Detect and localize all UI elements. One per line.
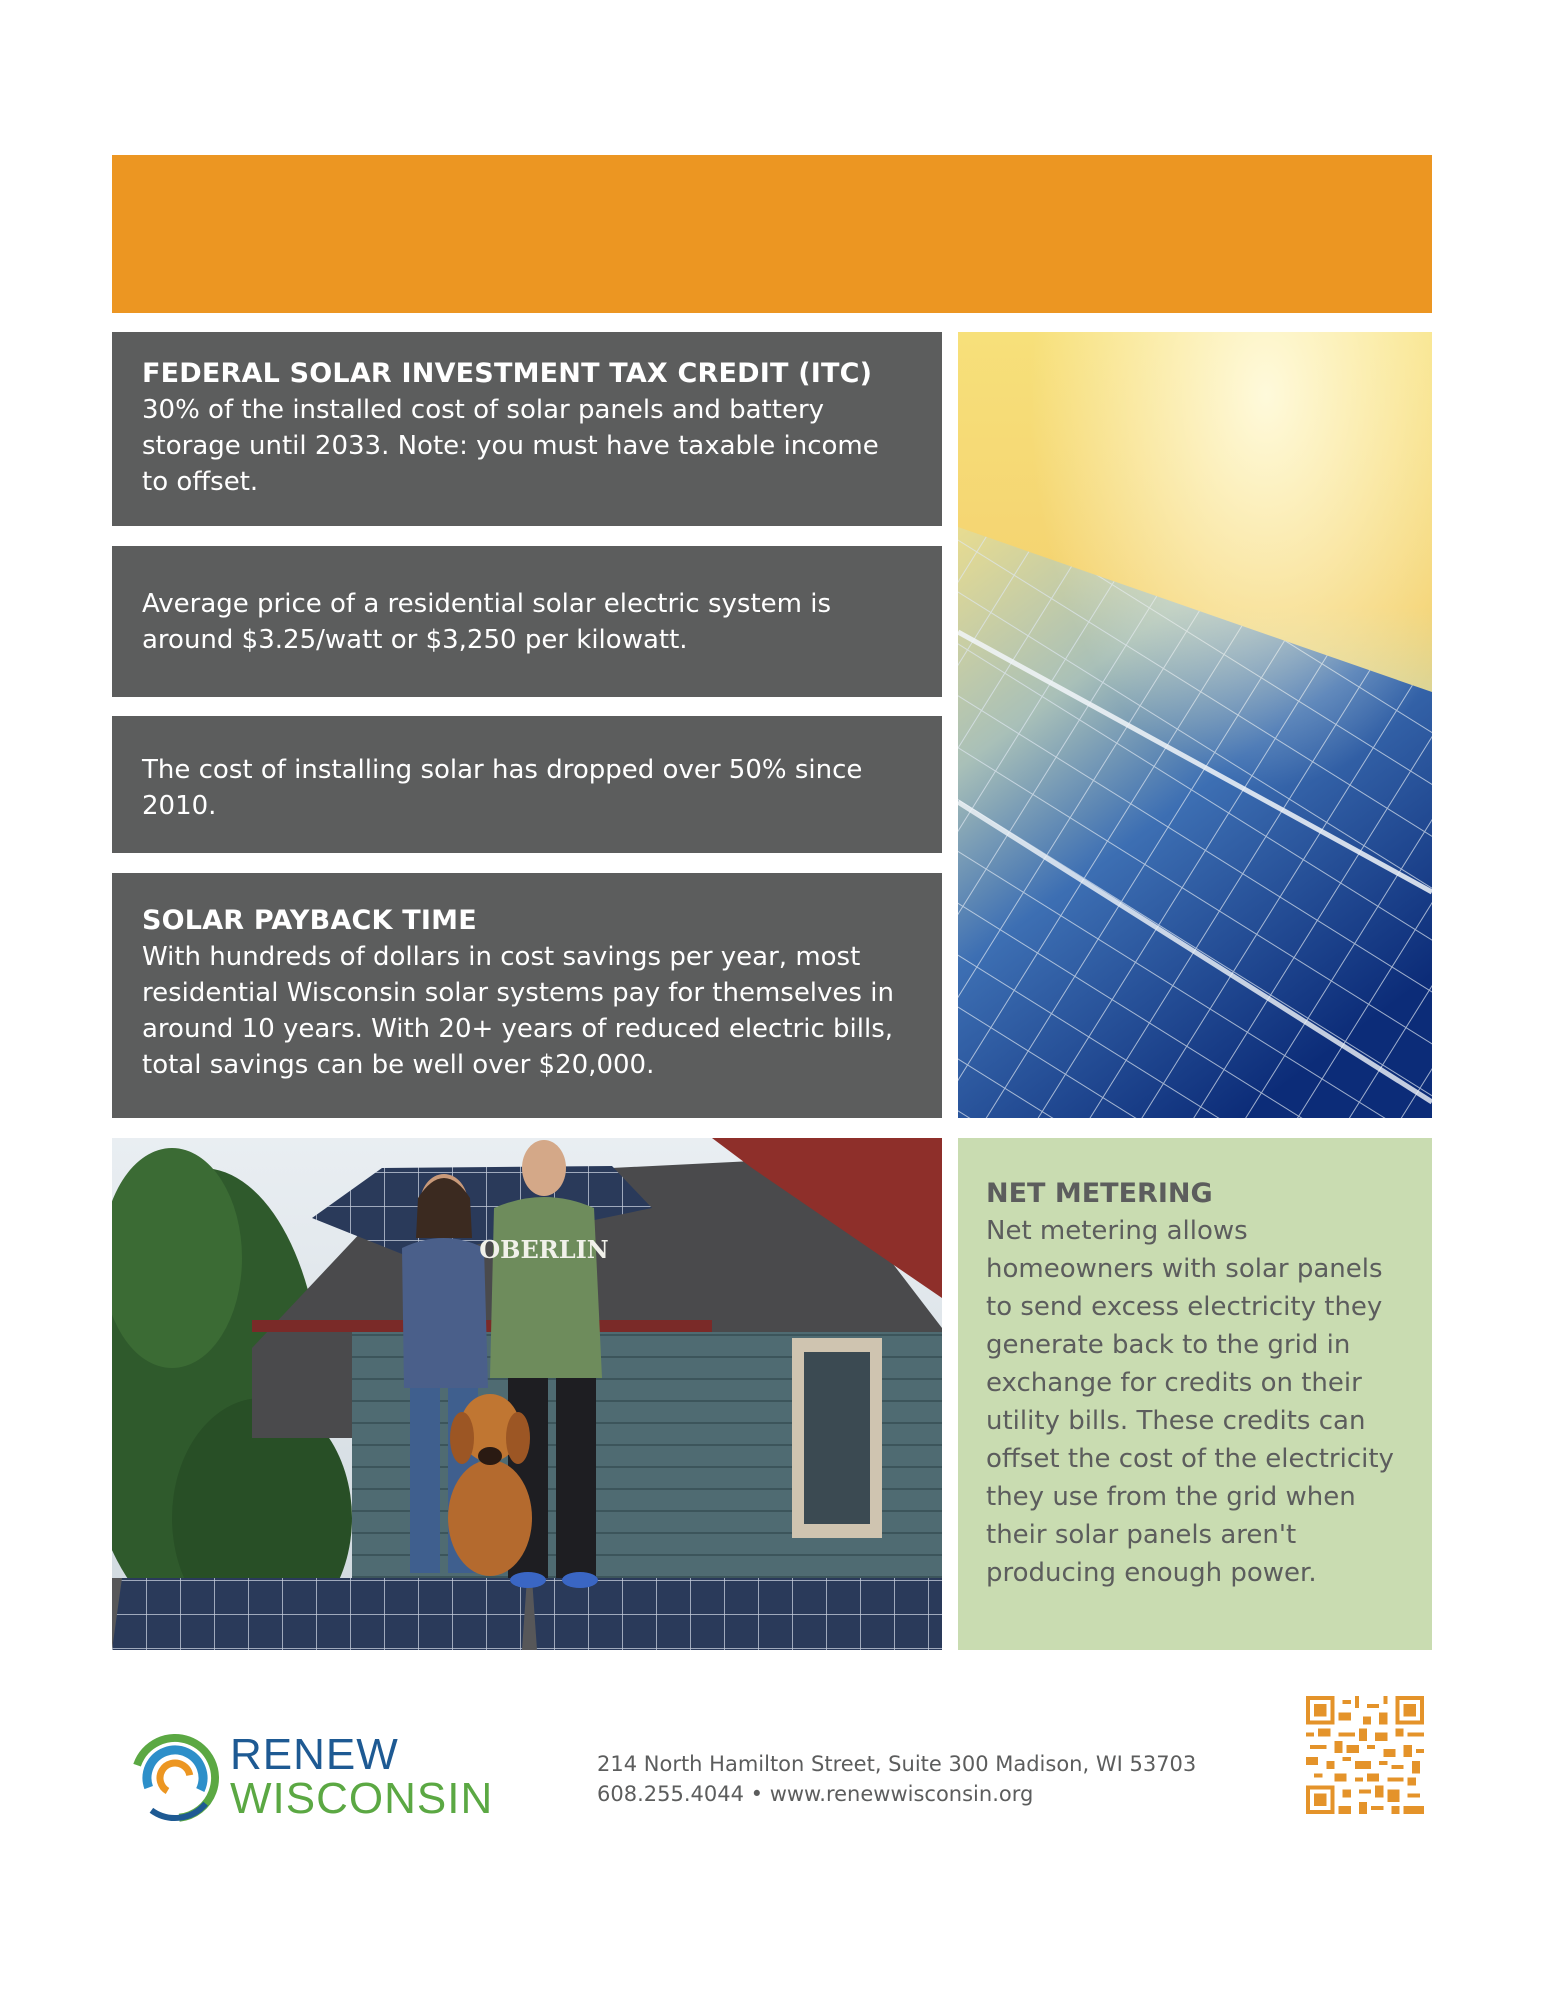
itc-box: [112, 332, 942, 526]
logo-text-renew: RENEW: [230, 1730, 399, 1779]
family-solar-roof-photo: [112, 1138, 942, 1650]
itc-heading: FEDERAL SOLAR INVESTMENT TAX CREDIT (ITC): [142, 358, 873, 389]
solar-panels-photo: [958, 332, 1432, 1118]
header-banner: [112, 155, 1432, 313]
qr-code[interactable]: [1306, 1696, 1424, 1814]
net-metering-body: Net metering allows homeowners with solar panels to send excess electricity they generate back to the grid in exchange for credits on their utility bills. These credits can offset the cost of the electricity they use from the grid when their solar panels aren't producing enough power.: [986, 1216, 1394, 1588]
footer-address: 214 North Hamilton Street, Suite 300 Madison, WI 53703: [597, 1752, 1197, 1776]
net-metering-box: [958, 1138, 1432, 1650]
itc-body: 30% of the installed cost of solar panels and battery storage until 2033. Note: you must have taxable income to offset.: [142, 395, 879, 497]
logo-text-wisconsin: WISCONSIN: [230, 1774, 494, 1823]
price-box: [112, 546, 942, 697]
cost-drop-body: The cost of installing solar has dropped over 50% since 2010.: [142, 755, 863, 821]
footer-contact: 608.255.4044 • www.renewwisconsin.org: [597, 1782, 1034, 1806]
payback-heading: SOLAR PAYBACK TIME: [142, 905, 477, 936]
logo-swirl-icon: [130, 1733, 220, 1823]
renew-wisconsin-logo: [130, 1730, 500, 1823]
oberlin-shirt-text: OBERLIN: [479, 1235, 609, 1264]
payback-body: With hundreds of dollars in cost savings per year, most residential Wisconsin solar systems pay for themselves in around 10 years. With 20+ years of reduced electric bills, total savings can be well over $20,000.: [142, 942, 894, 1080]
payback-box: [112, 873, 942, 1118]
footer-address-block: [597, 1749, 1196, 1809]
price-body: Average price of a residential solar electric system is around $3.25/watt or $3,250 per kilowatt.: [142, 589, 831, 655]
cost-drop-box: [112, 716, 942, 853]
net-metering-heading: NET METERING: [986, 1178, 1213, 1209]
